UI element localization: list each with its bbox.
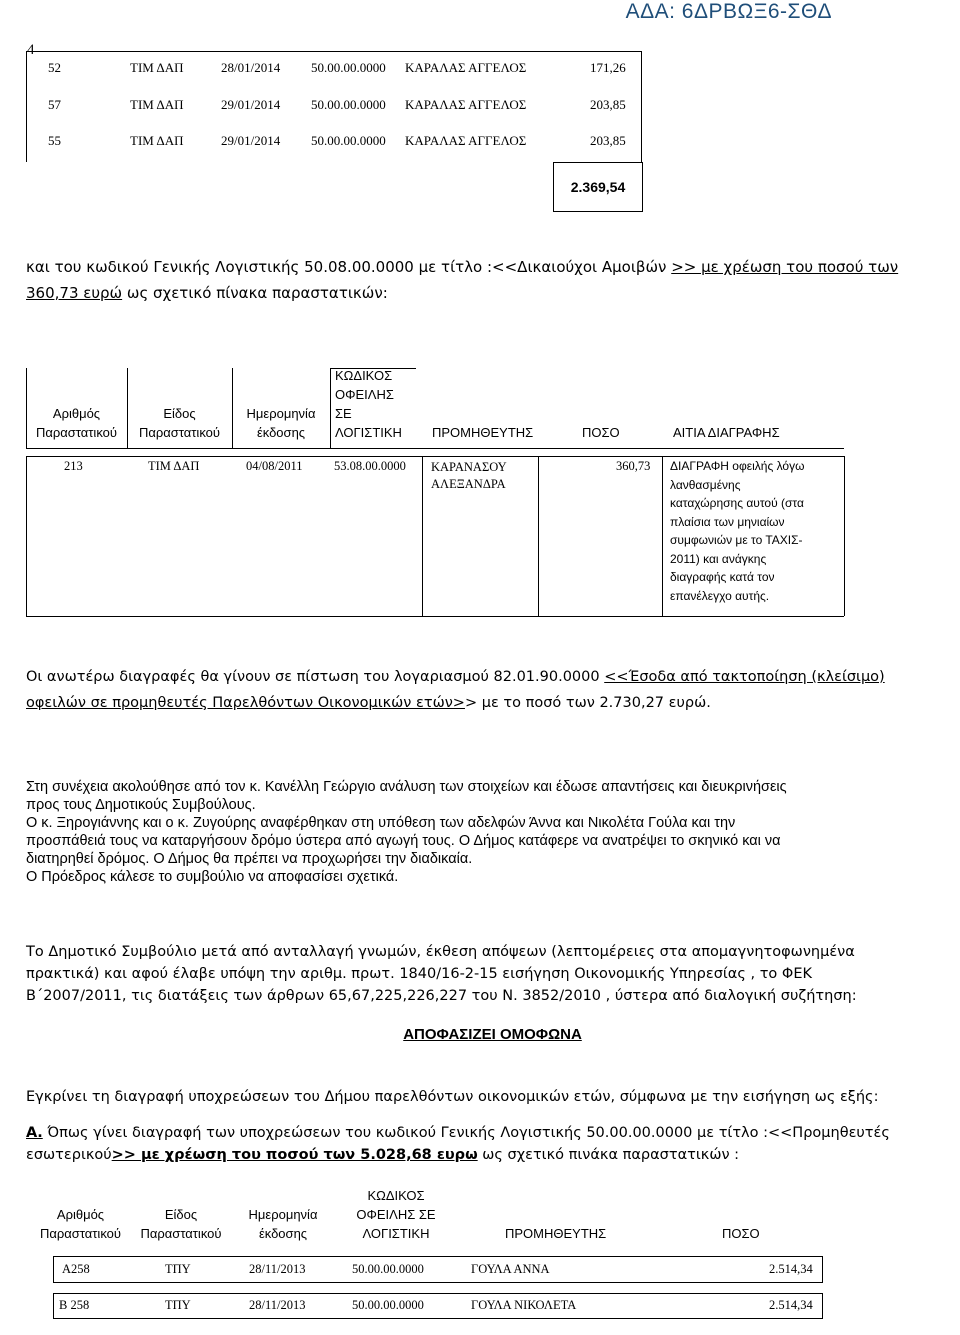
para3-line: Ο Πρόεδρος κάλεσε το συμβούλιο να αποφασίσει σχετικά. (26, 869, 399, 885)
t2-border (844, 456, 845, 616)
t2-type: ΤΙΜ ΔΑΠ (148, 459, 200, 473)
para4-line: Το Δημοτικό Συμβούλιο μετά από ανταλλαγή γνωμών, έκθεση απόψεων (λεπτομέρειες στα απομαγνητοφωνημένα (26, 944, 855, 960)
t1-r1-supplier: ΚΑΡΑΛΑΣ ΑΓΓΕΛΟΣ (405, 97, 527, 112)
t2-reason-line: συμφωνιών με το ΤΑΧΙΣ- (670, 533, 803, 547)
t2-row-bottom-rule (26, 616, 844, 617)
para5-a-label: Α. (26, 1125, 43, 1141)
t2-header-reason: ΑΙΤΙΑ ΔΙΑΓΡΑΦΗΣ (673, 425, 780, 440)
t2-reason-line: πλαίσια των μηνιαίων (670, 514, 785, 529)
t3-h-code-3: ΛΟΓΙΣΤΙΚΗ (362, 1226, 430, 1241)
page-number: 4 (27, 42, 35, 58)
table1-total-box (553, 162, 643, 212)
t2-h-arithmos-2: Παραστατικού (35, 425, 117, 440)
t2-border (662, 456, 663, 616)
t3-rule (53, 1256, 823, 1257)
t3-r1-type: ΤΠΥ (165, 1298, 191, 1312)
t2-border (26, 456, 27, 616)
para4-line: Β΄2007/2011, τις διατάξεις των άρθρων 65,67,225,226,227 του Ν. 3852/2010 , ύστερα από διαλογική συζήτηση: (26, 988, 857, 1004)
t1-r0-num: 52 (48, 60, 61, 75)
t3-r0-code: 50.00.00.0000 (352, 1262, 424, 1276)
para3-line: Ο κ. Ξηρογιάννης και ο κ. Ζυγούρης αναφέρθηκαν στη υπόθεση των αδελφών Άννα και Νικολέτα Γούλα και την (26, 815, 736, 831)
t2-reason-line: λανθασμένης (670, 477, 741, 492)
t3-row (0, 1262, 960, 1278)
t2-h-arithmos-1: Αριθμός (52, 406, 101, 421)
para5-line3-c: ως σχετικό πινάκα παραστατικών : (477, 1147, 740, 1163)
t3-r1-num: Β 258 (59, 1298, 90, 1312)
t2-header-date (232, 404, 330, 442)
para1-line1 (26, 254, 898, 280)
t3-h-eidos-2: Παραστατικού (140, 1226, 222, 1241)
t1-r0-code: 50.00.00.0000 (311, 60, 386, 75)
t2-reason-line: επανέλεγχο αυτής. (670, 588, 770, 603)
t2-h-date-1: Ημερομηνία (246, 406, 316, 421)
para3-line: προς τους Δημοτικούς Συμβούλους. (26, 797, 256, 813)
t1-r1-code: 50.00.00.0000 (311, 97, 386, 112)
t2-border (422, 456, 423, 616)
t2-reason-line: ΔΙΑΓΡΑΦΗ οφειλής λόγω (670, 459, 805, 473)
t2-reason (670, 457, 840, 605)
t2-border (330, 368, 331, 448)
t3-row (0, 1298, 960, 1314)
t2-h-date-2: έκδοσης (256, 425, 306, 440)
para2-line1-b: <<Έσοδα από τακτοποίηση (κλείσιμο) (604, 669, 885, 685)
t3-h-date-2: έκδοσης (258, 1226, 308, 1241)
t3-r1-date: 28/11/2013 (249, 1298, 306, 1312)
t2-header-code (335, 366, 402, 442)
t2-supplier-2: ΑΛΕΞΑΝΔΡΑ (431, 477, 506, 491)
t3-r0-amount: 2.514,34 (769, 1262, 813, 1276)
t1-r2-date: 29/01/2014 (221, 133, 281, 148)
para5-line3-b: >> με χρέωση του ποσού των 5.028,68 ευρω (111, 1147, 478, 1163)
t3-h-arithmos-2: Παραστατικού (39, 1226, 121, 1241)
t3-r1-amount: 2.514,34 (769, 1298, 813, 1312)
t3-header-eidos (135, 1205, 227, 1243)
t2-amount: 360,73 (616, 459, 651, 473)
t2-h-code-1: ΚΩΔΙΚΟΣ (335, 368, 393, 383)
t3-r1-code: 50.00.00.0000 (352, 1298, 424, 1312)
para3-line: διατηρηθεί δρόμος. Ο Δήμος θα πρέπει να προχωρήσει την διαδικαία. (26, 851, 473, 867)
para2-line2-a: οφειλών σε προμηθευτές Παρελθόντων Οικονομικών ετών> (26, 695, 465, 711)
table1-row (0, 133, 960, 153)
t3-r0-num: Α258 (62, 1262, 90, 1276)
t3-header-amount: ΠΟΣΟ (722, 1226, 760, 1241)
para1-line2-a: 360,73 ευρώ (26, 284, 123, 302)
t1-r0-date: 28/01/2014 (221, 60, 281, 75)
t2-header-eidos (127, 404, 232, 442)
t3-rule (53, 1282, 823, 1283)
t2-reason-line: καταχώρησης αυτού (στα (670, 496, 804, 510)
t1-r1-date: 29/01/2014 (221, 97, 281, 112)
t2-header-rule (26, 448, 844, 449)
t2-number: 213 (64, 459, 83, 473)
para1-line1-a: και του κωδικού Γενικής Λογιστικής 50.08.00.0000 με τίτλο :<<Δικαιούχοι Αμοιβών (26, 258, 672, 276)
t3-h-date-1: Ημερομηνία (248, 1207, 318, 1222)
t3-h-arithmos-1: Αριθμός (56, 1207, 105, 1222)
para5-line2 (26, 1122, 890, 1144)
t3-r1-supplier: ΓΟΥΛΑ ΝΙΚΟΛΕΤΑ (471, 1298, 577, 1312)
t2-date: 04/08/2011 (246, 459, 303, 473)
t1-r2-supplier: ΚΑΡΑΛΑΣ ΑΓΓΕΛΟΣ (405, 133, 527, 148)
t1-r2-type: ΤΙΜ ΔΑΠ (130, 133, 184, 148)
para2-line1-a: Οι ανωτέρω διαγραφές θα γίνουν σε πίστωση του λογαριασμού 82.01.90.0000 (26, 669, 605, 685)
t2-h-eidos-1: Είδος (163, 406, 196, 421)
t1-r2-amount: 203,85 (590, 133, 626, 148)
t3-r0-supplier: ΓΟΥΛΑ ΑΝΝΑ (471, 1262, 550, 1276)
t3-header-code (339, 1186, 453, 1243)
t2-h-code-3: ΣΕ (335, 406, 352, 421)
t3-rule (53, 1293, 823, 1294)
decision-title: ΑΠΟΦΑΣΙΖΕΙ ΟΜΟΦΩΝΑ (403, 1026, 582, 1043)
table1-top-rule (26, 51, 642, 52)
t1-r0-amount: 171,26 (590, 60, 626, 75)
para3-line: προσπάθειά τους να καταργήσουν δρόμο ύστερα από αγωγή τους. Ο Δήμος κατάφερε να ανατρέψει το σκηνικό και να (26, 833, 781, 849)
t2-supplier (431, 459, 507, 493)
t1-r0-supplier: ΚΑΡΑΛΑΣ ΑΓΓΕΛΟΣ (405, 60, 527, 75)
t1-r2-num: 55 (48, 133, 61, 148)
t2-header-amount: ΠΟΣΟ (582, 425, 620, 440)
t1-r0-type: ΤΙΜ ΔΑΠ (130, 60, 184, 75)
t2-supplier-1: ΚΑΡΑΝΑΣΟΥ (431, 460, 507, 474)
t3-header-arithmos (26, 1205, 135, 1243)
t2-reason-line: διαγραφής κατά τον (670, 570, 775, 584)
para1-line2 (26, 280, 388, 306)
t3-header-supplier: ΠΡΟΜΗΘΕΥΤΗΣ (505, 1226, 607, 1241)
t1-r1-amount: 203,85 (590, 97, 626, 112)
t2-reason-line: 2011) και ανάγκης (670, 551, 767, 566)
t1-r1-type: ΤΙΜ ΔΑΠ (130, 97, 184, 112)
para2-line2-b: > με το ποσό των 2.730,27 ευρώ. (464, 695, 711, 711)
para5-line1: Εγκρίνει τη διαγραφή υποχρεώσεων του Δήμου παρελθόντων οικονομικών ετών, σύμφωνα με την εισήγηση ως εξής: (26, 1089, 879, 1105)
para2-line1 (26, 664, 885, 690)
table1-total: 2.369,54 (570, 179, 626, 195)
t1-r2-code: 50.00.00.0000 (311, 133, 386, 148)
t2-header-arithmos (26, 404, 127, 442)
para4 (26, 941, 857, 1007)
para1-line1-b: >> με χρέωση του ποσού των (671, 258, 899, 276)
t3-r0-type: ΤΠΥ (165, 1262, 191, 1276)
t3-rule (53, 1318, 823, 1319)
t2-code: 53.08.00.0000 (334, 459, 406, 473)
para4-line: πρακτικά) και αφού έλαβε υπόψη την αριθμ. πρωτ. 1840/16-2-15 εισήγηση Οικονομικής Υπηρεσίας , το ΦΕΚ (26, 966, 812, 982)
para5-line2-text: Όπως γίνει διαγραφή των υποχρεώσεων του κωδικού Γενικής Λογιστικής 50.00.00.0000 με τίτλο :<<Προμηθευτές (42, 1125, 890, 1141)
para3-line: Στη συνέχεια ακολούθησε από τον κ. Κανέλλη Γεώργιο ανάλυση των στοιχείων και έδωσε απαντήσεις και διευκρινήσεις (26, 779, 787, 795)
t1-r1-num: 57 (48, 97, 61, 112)
para5-line3 (26, 1144, 739, 1166)
t3-header-date (227, 1205, 339, 1243)
t2-border (538, 456, 539, 616)
t2-h-code-4: ΛΟΓΙΣΤΙΚΗ (335, 425, 402, 440)
para2-line2 (26, 690, 711, 716)
t3-h-code-2: ΟΦΕΙΛΗΣ ΣΕ (356, 1207, 436, 1222)
t3-h-code-1: ΚΩΔΙΚΟΣ (367, 1188, 425, 1203)
t2-h-eidos-2: Παραστατικού (138, 425, 220, 440)
t2-h-code-2: ΟΦΕΙΛΗΣ (335, 387, 394, 402)
para5-line3-a: εσωτερικού (26, 1147, 112, 1163)
t3-h-eidos-1: Είδος (164, 1207, 198, 1222)
para1-line2-b: ως σχετικό πίνακα παραστατικών: (122, 284, 388, 302)
table1-row (0, 60, 960, 80)
t3-r0-date: 28/11/2013 (249, 1262, 306, 1276)
ada-code: ΑΔΑ: 6ΔΡΒΩΞ6-ΣΘΔ (625, 0, 832, 23)
table1-row (0, 97, 960, 117)
para3 (26, 778, 960, 886)
t2-header-supplier: ΠΡΟΜΗΘΕΥΤΗΣ (432, 425, 534, 440)
